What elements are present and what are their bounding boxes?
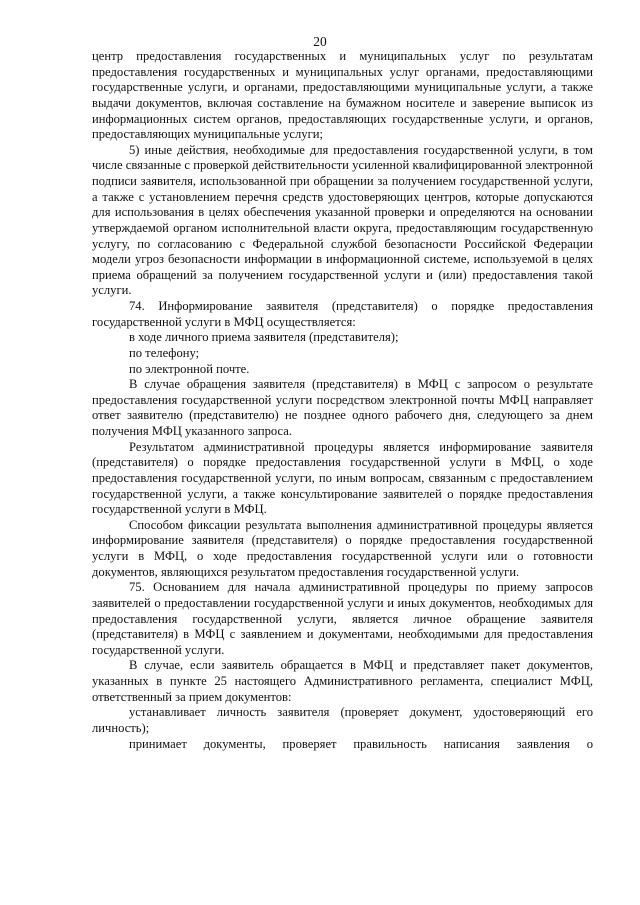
paragraph-mfc-center-continuation: центр предоставления государственных и муниципальных услуг по результатам предоставления государственных и муниципальных услуг органами, предоставляющими государственные услуги, и органами, предоставляющими муниципальные услуги, а также выдачи документов, включая составление на бумажном носителе и заверение выписок из информационных систем органов, предоставляющих государственные услуги, и органов, предоставляющих муниципальные услуги; <box>92 49 593 142</box>
document-body <box>92 49 593 752</box>
list-item-by-phone: по телефону; <box>129 345 200 360</box>
paragraph-74-informing: 74. Информирование заявителя (представителя) о порядке предоставления государственной услуги в МФЦ осуществляется: <box>92 299 593 329</box>
list-item-identify-applicant: устанавливает личность заявителя (проверяет документ, удостоверяющий его личность); <box>92 705 593 735</box>
paragraph-75-basis: 75. Основанием для начала административной процедуры по приему запросов заявителей о предоставлении государственной услуги и иных документов, необходимых для предоставления государственной услуги, является личное обращение заявителя (представителя) в МФЦ с заявлением и документами, необходимыми для предоставления государственной услуги. <box>92 580 593 657</box>
paragraph-item-5-other-actions: 5) иные действия, необходимые для предоставления государственной услуги, в том числе связанные с проверкой действительности усиленной квалифицированной электронной подписи заявителя, использованной при обращении за получением государственной услуги, а также с установлением перечня средств удостоверяющих центров, которые допускаются для использования в целях обеспечения указанной проверки и определяются на основании утверждаемой органом исполнительной власти округа, предоставляющим государственную услугу, по согласованию с Федеральной службой безопасности Российской Федерации модели угроз безопасности информации в информационной системе, используемой в целях приема обращений за получением государственной услуги и (или) предоставления такой услуги. <box>92 142 593 298</box>
list-item-by-email: по электронной почте. <box>129 361 250 376</box>
paragraph-documents-submission: В случае, если заявитель обращается в МФЦ и представляет пакет документов, указанных в пункте 25 настоящего Административного регламента, специалист МФЦ, ответственный за прием документов: <box>92 658 593 704</box>
paragraph-result-fixation: Способом фиксации результата выполнения административной процедуры является информирование заявителя (представителя) о порядке предоставления государственной услуги в МФЦ, о ходе предоставления государственной услуги или о готовности документов, являющихся результатом предоставления государственной услуги. <box>92 517 593 579</box>
page-number: 20 <box>313 34 327 49</box>
paragraph-email-request-response: В случае обращения заявителя (представителя) в МФЦ с запросом о результате предоставления государственной услуги посредством электронной почты МФЦ направляет ответ заявителю (представителю) не позднее одного рабочего дня, следующего за днем получения МФЦ указанного запроса. <box>92 377 593 438</box>
list-item-accept-documents: принимает документы, проверяет правильность написания заявления о <box>129 736 593 751</box>
list-item-personal-reception: в ходе личного приема заявителя (представителя); <box>129 330 399 345</box>
paragraph-procedure-result: Результатом административной процедуры является информирование заявителя (представителя) о порядке предоставления государственной услуги в МФЦ, о ходе предоставления государственной услуги, по иным вопросам, связанным с предоставлением государственной услуги, а также консультирование заявителей о порядке предоставления государственной услуги в МФЦ. <box>92 439 593 517</box>
